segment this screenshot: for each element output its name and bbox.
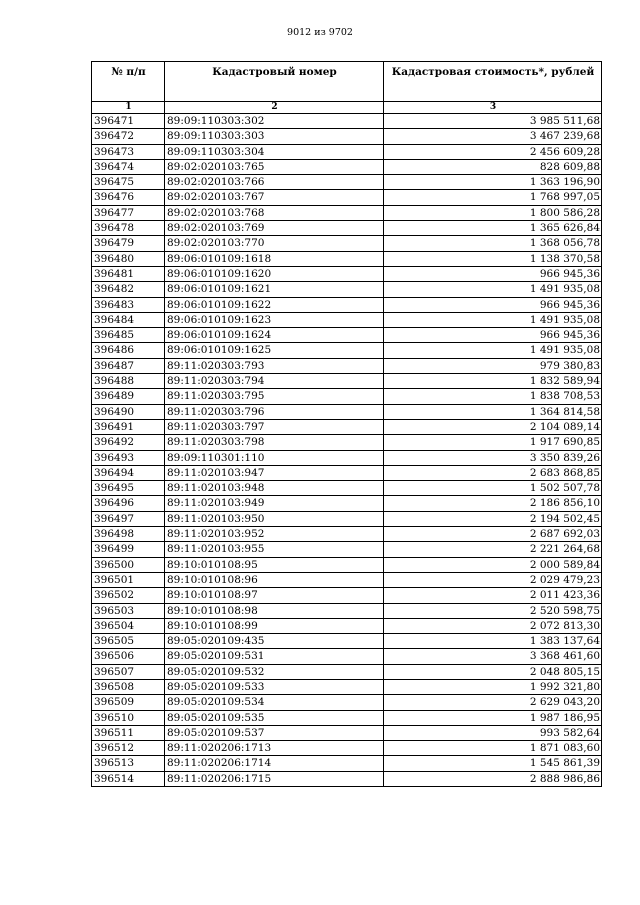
cadastral-value: 2 072 813,30 [384, 618, 602, 633]
cadastral-value: 1 383 137,64 [384, 634, 602, 649]
row-number: 396472 [92, 129, 165, 144]
cadastral-value: 966 945,36 [384, 297, 602, 312]
table-row [92, 282, 602, 297]
row-number: 396497 [92, 511, 165, 526]
row-number: 396473 [92, 144, 165, 159]
table-row [92, 175, 602, 190]
cadastral-value: 2 456 609,28 [384, 144, 602, 159]
cadastral-value: 1 545 861,39 [384, 756, 602, 771]
table-row [92, 756, 602, 771]
cadastral-number: 89:11:020103:955 [165, 542, 384, 557]
cadastral-number: 89:11:020303:794 [165, 374, 384, 389]
cadastral-value: 1 368 056,78 [384, 236, 602, 251]
cadastral-value: 979 380,83 [384, 358, 602, 373]
row-number: 396486 [92, 343, 165, 358]
row-number: 396482 [92, 282, 165, 297]
cadastral-value: 1 491 935,08 [384, 343, 602, 358]
row-number: 396480 [92, 251, 165, 266]
cadastral-number: 89:05:020109:535 [165, 710, 384, 725]
cadastral-number: 89:06:010109:1620 [165, 266, 384, 281]
cadastral-number: 89:11:020303:795 [165, 389, 384, 404]
cadastral-number: 89:11:020103:947 [165, 465, 384, 480]
table-row [92, 328, 602, 343]
cadastral-value: 2 687 692,03 [384, 527, 602, 542]
cadastral-number: 89:09:110303:304 [165, 144, 384, 159]
table-row [92, 297, 602, 312]
cadastral-number: 89:02:020103:768 [165, 205, 384, 220]
row-number: 396513 [92, 756, 165, 771]
row-number: 396499 [92, 542, 165, 557]
table-row [92, 236, 602, 251]
cadastral-number: 89:11:020303:798 [165, 435, 384, 450]
cadastral-number: 89:10:010108:95 [165, 557, 384, 572]
table-row [92, 465, 602, 480]
table-row [92, 588, 602, 603]
cadastral-value: 2 683 868,85 [384, 465, 602, 480]
cadastral-value: 1 768 997,05 [384, 190, 602, 205]
cadastral-value: 1 800 586,28 [384, 205, 602, 220]
table-row [92, 144, 602, 159]
cadastral-value: 3 985 511,68 [384, 114, 602, 129]
row-number: 396490 [92, 404, 165, 419]
row-number: 396491 [92, 419, 165, 434]
row-number: 396512 [92, 741, 165, 756]
cadastral-value: 1 138 370,58 [384, 251, 602, 266]
cadastral-value: 3 467 239,68 [384, 129, 602, 144]
table-row [92, 266, 602, 281]
row-number: 396494 [92, 465, 165, 480]
table-row [92, 603, 602, 618]
table-row [92, 435, 602, 450]
cadastral-value: 1 364 814,58 [384, 404, 602, 419]
cadastral-value: 828 609,88 [384, 159, 602, 174]
table-row [92, 205, 602, 220]
cadastral-value: 1 832 589,94 [384, 374, 602, 389]
row-number: 396483 [92, 297, 165, 312]
cadastral-number: 89:11:020206:1714 [165, 756, 384, 771]
cadastral-value: 2 520 598,75 [384, 603, 602, 618]
table-row [92, 404, 602, 419]
cadastral-number: 89:05:020109:531 [165, 649, 384, 664]
row-number: 396508 [92, 679, 165, 694]
cadastral-number: 89:02:020103:765 [165, 159, 384, 174]
table-row [92, 557, 602, 572]
row-number: 396507 [92, 664, 165, 679]
table-row [92, 572, 602, 587]
column-header-number: № п/п [92, 62, 165, 102]
table-row [92, 159, 602, 174]
cadastral-number: 89:05:020109:533 [165, 679, 384, 694]
row-number: 396505 [92, 634, 165, 649]
row-number: 396476 [92, 190, 165, 205]
table-row [92, 481, 602, 496]
cadastral-number: 89:11:020206:1715 [165, 771, 384, 786]
table-row [92, 634, 602, 649]
cadastral-value: 1 917 690,85 [384, 435, 602, 450]
table-header-row [92, 62, 602, 102]
row-number: 396485 [92, 328, 165, 343]
cadastral-value: 1 871 083,60 [384, 741, 602, 756]
cadastral-number: 89:11:020103:950 [165, 511, 384, 526]
row-number: 396477 [92, 205, 165, 220]
table-row [92, 664, 602, 679]
row-number: 396506 [92, 649, 165, 664]
table-row [92, 710, 602, 725]
cadastral-number: 89:06:010109:1624 [165, 328, 384, 343]
table-body [92, 114, 602, 787]
cadastral-value: 1 987 186,95 [384, 710, 602, 725]
row-number: 396500 [92, 557, 165, 572]
row-number: 396488 [92, 374, 165, 389]
row-number: 396498 [92, 527, 165, 542]
cadastral-value: 2 629 043,20 [384, 695, 602, 710]
row-number: 396514 [92, 771, 165, 786]
row-number: 396479 [92, 236, 165, 251]
row-number: 396510 [92, 710, 165, 725]
row-number: 396471 [92, 114, 165, 129]
table-row [92, 741, 602, 756]
cadastral-number: 89:11:020103:948 [165, 481, 384, 496]
cadastral-value: 3 350 839,26 [384, 450, 602, 465]
row-number: 396503 [92, 603, 165, 618]
cadastral-number: 89:10:010108:97 [165, 588, 384, 603]
cadastral-value: 993 582,64 [384, 725, 602, 740]
cadastral-number: 89:09:110301:110 [165, 450, 384, 465]
table-row [92, 496, 602, 511]
row-number: 396504 [92, 618, 165, 633]
table-row [92, 679, 602, 694]
cadastral-value: 1 365 626,84 [384, 221, 602, 236]
table-row [92, 771, 602, 786]
cadastral-number: 89:06:010109:1621 [165, 282, 384, 297]
cadastral-number: 89:09:110303:302 [165, 114, 384, 129]
cadastral-number: 89:06:010109:1622 [165, 297, 384, 312]
row-number: 396511 [92, 725, 165, 740]
cadastral-table [91, 61, 602, 787]
column-header-cadastral-number: Кадастровый номер [165, 62, 384, 102]
table-row [92, 358, 602, 373]
cadastral-value: 2 186 856,10 [384, 496, 602, 511]
cadastral-number: 89:05:020109:537 [165, 725, 384, 740]
table-row [92, 374, 602, 389]
row-number: 396475 [92, 175, 165, 190]
cadastral-value: 3 368 461,60 [384, 649, 602, 664]
cadastral-number: 89:02:020103:767 [165, 190, 384, 205]
row-number: 396501 [92, 572, 165, 587]
column-number-2: 2 [165, 102, 384, 114]
row-number: 396481 [92, 266, 165, 281]
cadastral-value: 2 048 805,15 [384, 664, 602, 679]
cadastral-value: 966 945,36 [384, 328, 602, 343]
cadastral-value: 2 029 479,23 [384, 572, 602, 587]
table-row [92, 649, 602, 664]
column-number-1: 1 [92, 102, 165, 114]
row-number: 396502 [92, 588, 165, 603]
row-number: 396474 [92, 159, 165, 174]
row-number: 396509 [92, 695, 165, 710]
cadastral-number: 89:06:010109:1625 [165, 343, 384, 358]
table-row [92, 419, 602, 434]
cadastral-number: 89:10:010108:99 [165, 618, 384, 633]
cadastral-number: 89:11:020303:793 [165, 358, 384, 373]
page-header: 9012 из 9702 [287, 27, 353, 38]
cadastral-value: 1 363 196,90 [384, 175, 602, 190]
column-header-cadastral-value: Кадастровая стоимость*, рублей [384, 62, 602, 102]
table-column-number-row [92, 102, 602, 114]
cadastral-number: 89:09:110303:303 [165, 129, 384, 144]
cadastral-value: 966 945,36 [384, 266, 602, 281]
cadastral-value: 2 104 089,14 [384, 419, 602, 434]
cadastral-number: 89:05:020109:534 [165, 695, 384, 710]
table-row [92, 221, 602, 236]
cadastral-number: 89:06:010109:1623 [165, 312, 384, 327]
row-number: 396487 [92, 358, 165, 373]
cadastral-number: 89:05:020109:532 [165, 664, 384, 679]
row-number: 396489 [92, 389, 165, 404]
table-row [92, 190, 602, 205]
row-number: 396478 [92, 221, 165, 236]
cadastral-number: 89:10:010108:98 [165, 603, 384, 618]
cadastral-number: 89:06:010109:1618 [165, 251, 384, 266]
cadastral-value: 1 838 708,53 [384, 389, 602, 404]
cadastral-number: 89:02:020103:766 [165, 175, 384, 190]
cadastral-value: 2 000 589,84 [384, 557, 602, 572]
cadastral-number: 89:05:020109:435 [165, 634, 384, 649]
cadastral-number: 89:11:020206:1713 [165, 741, 384, 756]
cadastral-value: 2 011 423,36 [384, 588, 602, 603]
row-number: 396484 [92, 312, 165, 327]
table-row [92, 725, 602, 740]
cadastral-number: 89:10:010108:96 [165, 572, 384, 587]
cadastral-number: 89:11:020303:797 [165, 419, 384, 434]
cadastral-value: 1 491 935,08 [384, 282, 602, 297]
table-row [92, 251, 602, 266]
cadastral-value: 1 992 321,80 [384, 679, 602, 694]
table-row [92, 389, 602, 404]
cadastral-number: 89:11:020103:949 [165, 496, 384, 511]
table-row [92, 312, 602, 327]
table-row [92, 450, 602, 465]
cadastral-number: 89:11:020303:796 [165, 404, 384, 419]
cadastral-value: 1 491 935,08 [384, 312, 602, 327]
cadastral-value: 2 194 502,45 [384, 511, 602, 526]
table-row [92, 114, 602, 129]
table-row [92, 511, 602, 526]
row-number: 396495 [92, 481, 165, 496]
table-row [92, 343, 602, 358]
row-number: 396492 [92, 435, 165, 450]
cadastral-number: 89:02:020103:769 [165, 221, 384, 236]
cadastral-value: 2 221 264,68 [384, 542, 602, 557]
row-number: 396496 [92, 496, 165, 511]
column-number-3: 3 [384, 102, 602, 114]
cadastral-number: 89:02:020103:770 [165, 236, 384, 251]
cadastral-number: 89:11:020103:952 [165, 527, 384, 542]
cadastral-value: 1 502 507,78 [384, 481, 602, 496]
table-row [92, 527, 602, 542]
row-number: 396493 [92, 450, 165, 465]
table-row [92, 618, 602, 633]
cadastral-value: 2 888 986,86 [384, 771, 602, 786]
table-row [92, 129, 602, 144]
table-row [92, 695, 602, 710]
table-row [92, 542, 602, 557]
